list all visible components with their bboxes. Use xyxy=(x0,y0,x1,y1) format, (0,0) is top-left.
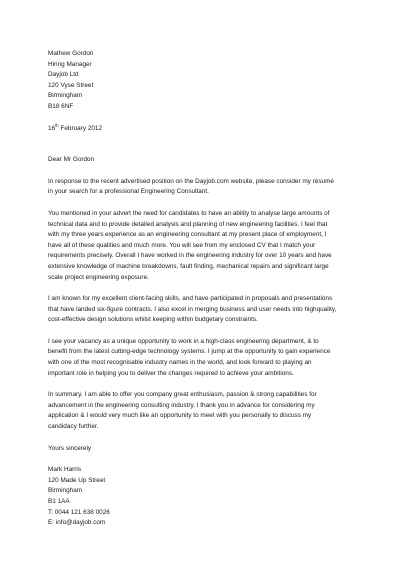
sender-name: Mark Harris xyxy=(48,466,82,474)
sender-email: E: info@dayjob.com xyxy=(48,519,106,527)
recipient-address xyxy=(48,49,368,113)
paragraph-line: benefit from the latest cutting-edge technology systems. I jump at the opportunity to gain experience xyxy=(48,348,331,356)
paragraph-line: I am known for my excellent client-facing skills, and have participated in proposals and presentations xyxy=(48,295,333,303)
paragraph-line: In summary, I am able to offer you company great enthusiasm, passion & strong capabilities for xyxy=(48,391,317,399)
paragraph-line: with one of the most recognisable industry names in the world, and look forward to playing an xyxy=(48,359,312,367)
paragraph-line: You mentioned in your advert the need for candidates to have an ability to analyse large amounts of xyxy=(48,209,330,217)
paragraph-line: that have landed six-figure contracts. I also excel in merging business and user needs into highquality, xyxy=(48,305,337,313)
paragraph-line: candidacy further. xyxy=(48,423,99,431)
paragraph-line: scale project engineering exposure. xyxy=(48,273,149,281)
closing: Yours sincerely xyxy=(48,444,92,452)
paragraph-4 xyxy=(48,337,368,379)
recipient-street: 120 Vyse Street xyxy=(48,81,94,89)
paragraph-5 xyxy=(48,390,368,432)
paragraph-line: advancement in the engineering consulting industry. I thank you in advance for considering my xyxy=(48,401,315,409)
date-suffix: th xyxy=(55,122,59,128)
paragraph-2 xyxy=(48,209,368,283)
paragraph-line: have all of these qualities and much more. You will see from my enclosed CV that I match your xyxy=(48,241,316,249)
letter-date xyxy=(48,124,368,135)
paragraph-line: application & I would very much like an opportunity to meet with you personally to discuss my xyxy=(48,412,312,420)
paragraph-line: in your search for a professional Engineering Consultant. xyxy=(48,188,209,196)
paragraph-line: cost-effective design solutions whilst keeping within budgetary constraints. xyxy=(48,316,258,324)
paragraph-1 xyxy=(48,177,368,198)
salutation: Dear Mr Gordon xyxy=(48,156,95,164)
paragraph-line: extensive knowledge of machine breakdowns, fault finding, mechanical repairs and significant large xyxy=(48,262,329,270)
date-day: 16 xyxy=(48,124,56,132)
paragraph-line: important role in helping you to deliver the changes required to achieve your ambitions. xyxy=(48,369,294,377)
sender-phone: T: 0044 121 638 0026 xyxy=(48,508,110,516)
recipient-name: Mathew Gordon xyxy=(48,50,94,57)
sender-city: Birmingham xyxy=(48,487,83,495)
sender-details xyxy=(48,465,368,529)
sender-postcode: B1 1AA xyxy=(48,498,70,505)
date-rest: February 2012 xyxy=(58,124,103,132)
sender-street: 120 Made Up Street xyxy=(48,476,106,484)
paragraph-line: technical data and to provide detailed analysis and planning of new engineering facilities. I feel that xyxy=(48,220,328,228)
recipient-company: Dayjob Ltd xyxy=(48,71,79,79)
paragraph-line: requirements precisely. Overall I have worked in the engineering industry for over 10 years and have xyxy=(48,252,332,260)
recipient-postcode: B18 6NF xyxy=(48,102,74,110)
letter-body xyxy=(48,49,368,529)
recipient-title: Hiring Manager xyxy=(48,60,92,68)
paragraph-line: I see your vacancy as a unique opportunity to work in a high-class engineering department, & to xyxy=(48,337,319,345)
recipient-city: Birmingham xyxy=(48,92,83,100)
paragraph-line: In response to the recent advertised position on the Dayjob.com website, please consider my résumé xyxy=(48,177,334,185)
paragraph-3 xyxy=(48,294,368,326)
paragraph-line: with my three years experience as an engineering consultant at my present place of employment, I xyxy=(48,231,327,239)
